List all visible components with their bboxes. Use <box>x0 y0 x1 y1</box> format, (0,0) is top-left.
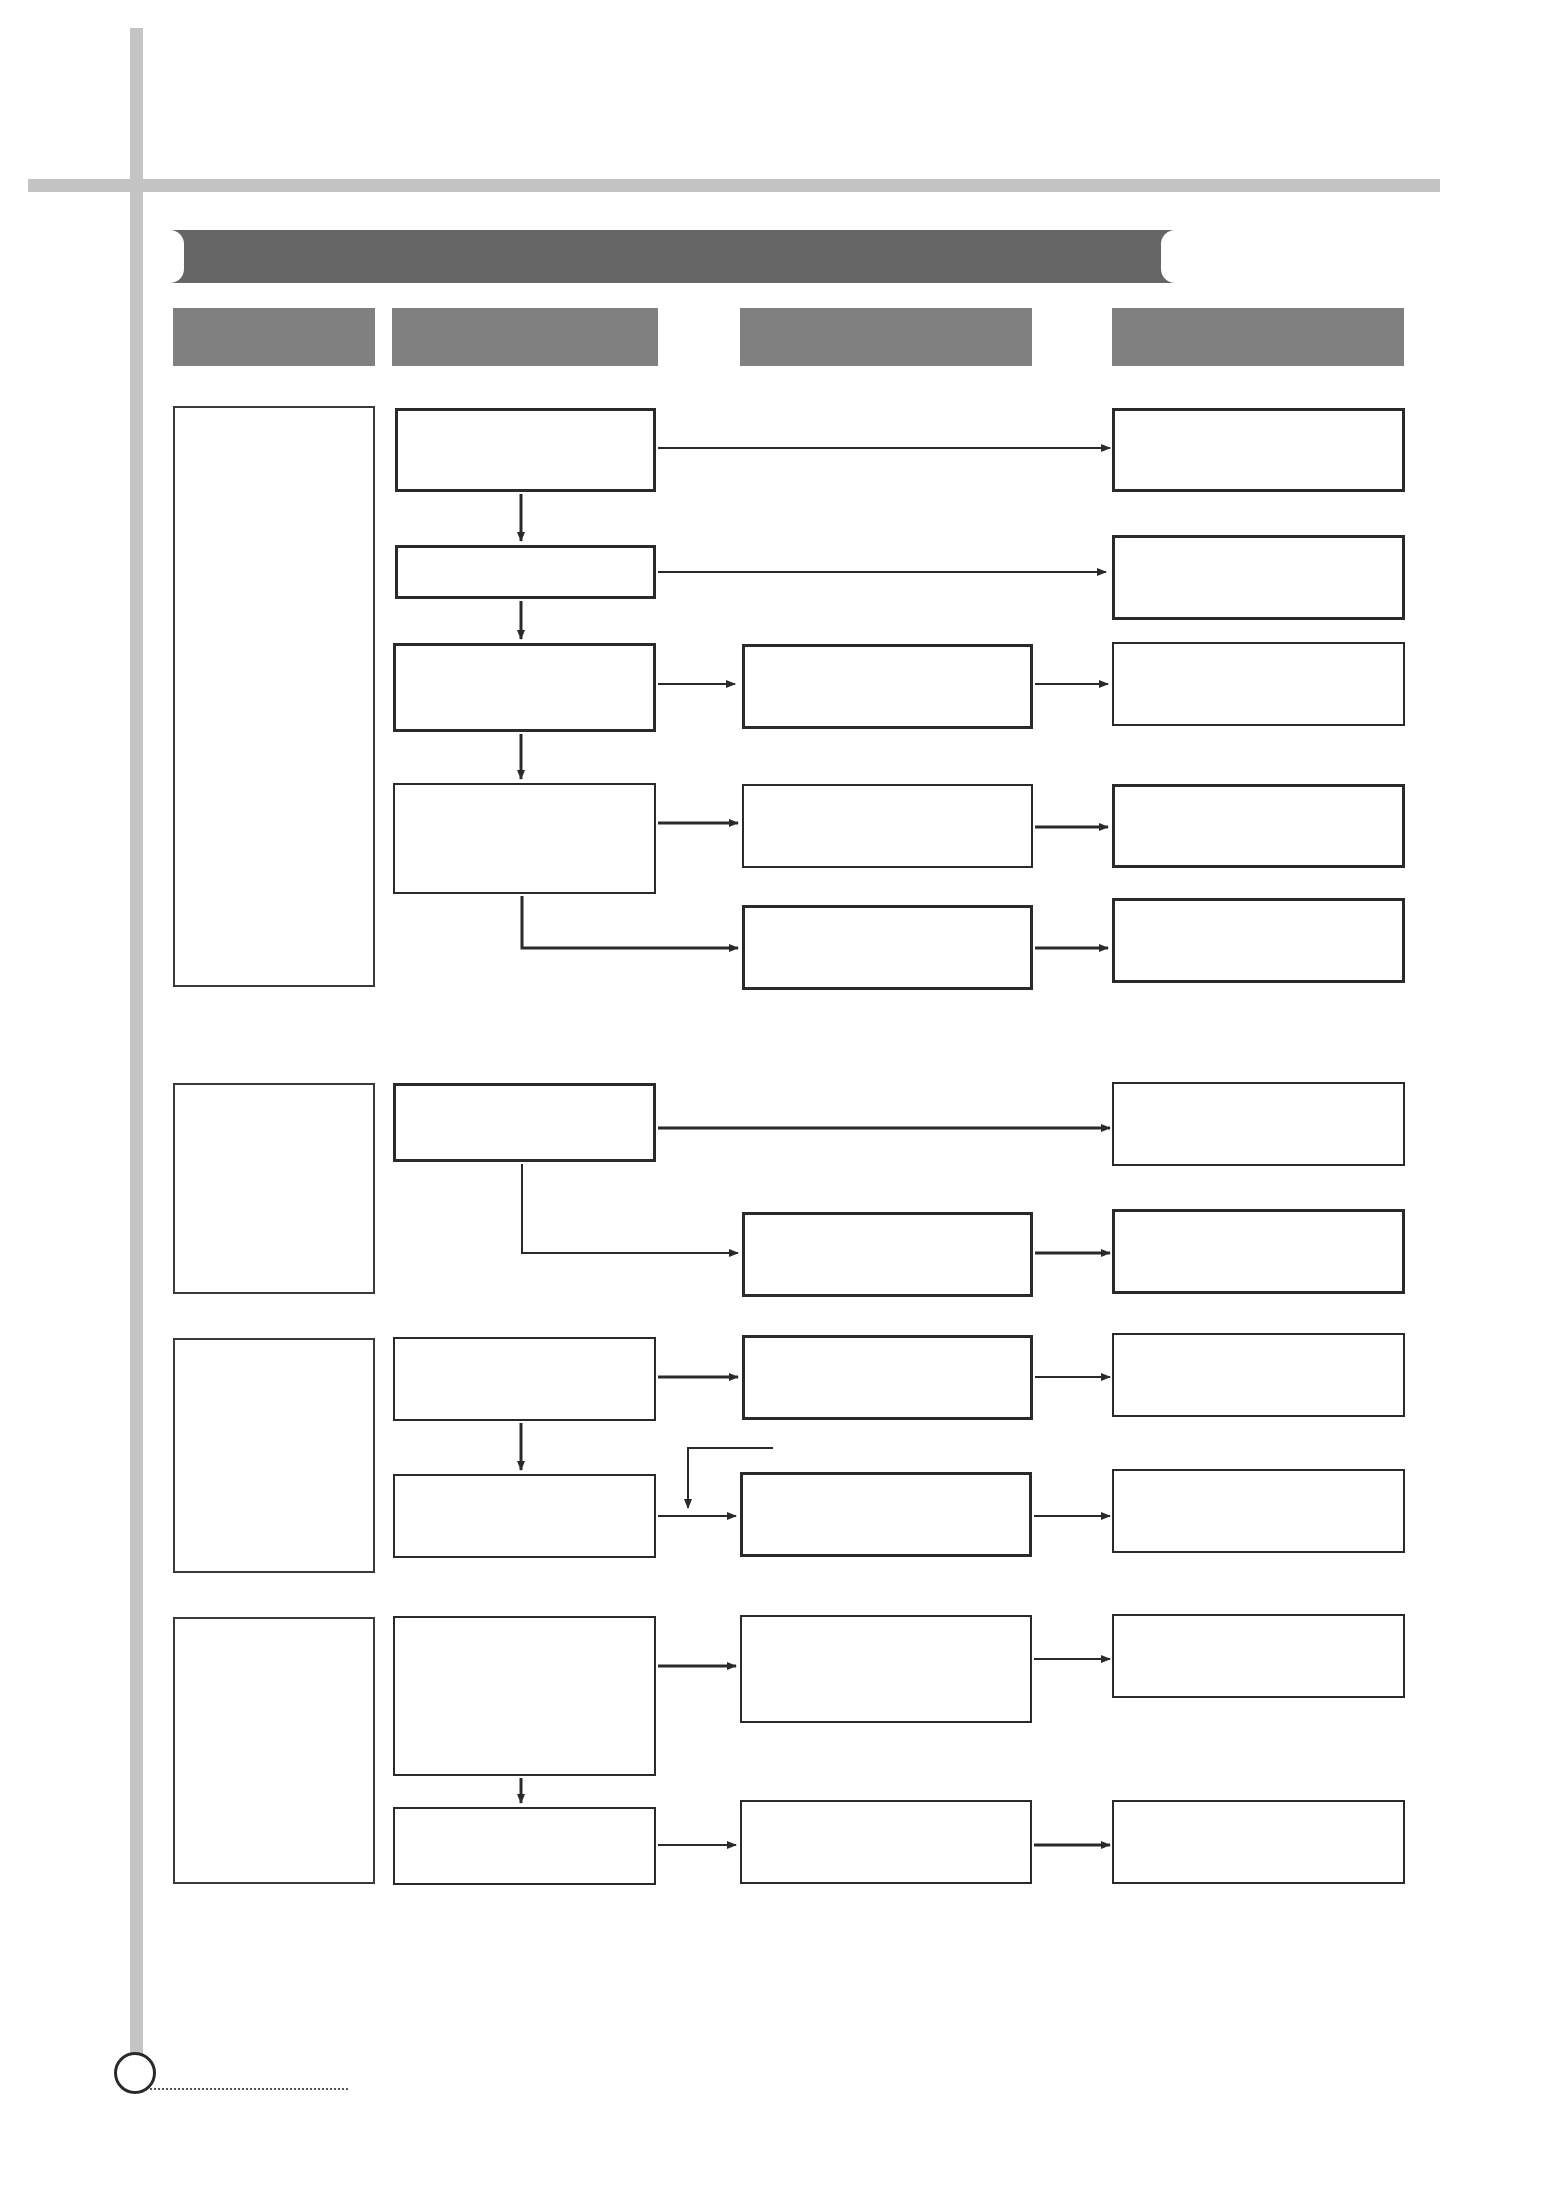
page-footer-dotted-line <box>150 2088 348 2090</box>
arrow-10 <box>522 896 738 948</box>
arrow-18 <box>688 1448 773 1508</box>
arrow-13 <box>522 1164 738 1253</box>
